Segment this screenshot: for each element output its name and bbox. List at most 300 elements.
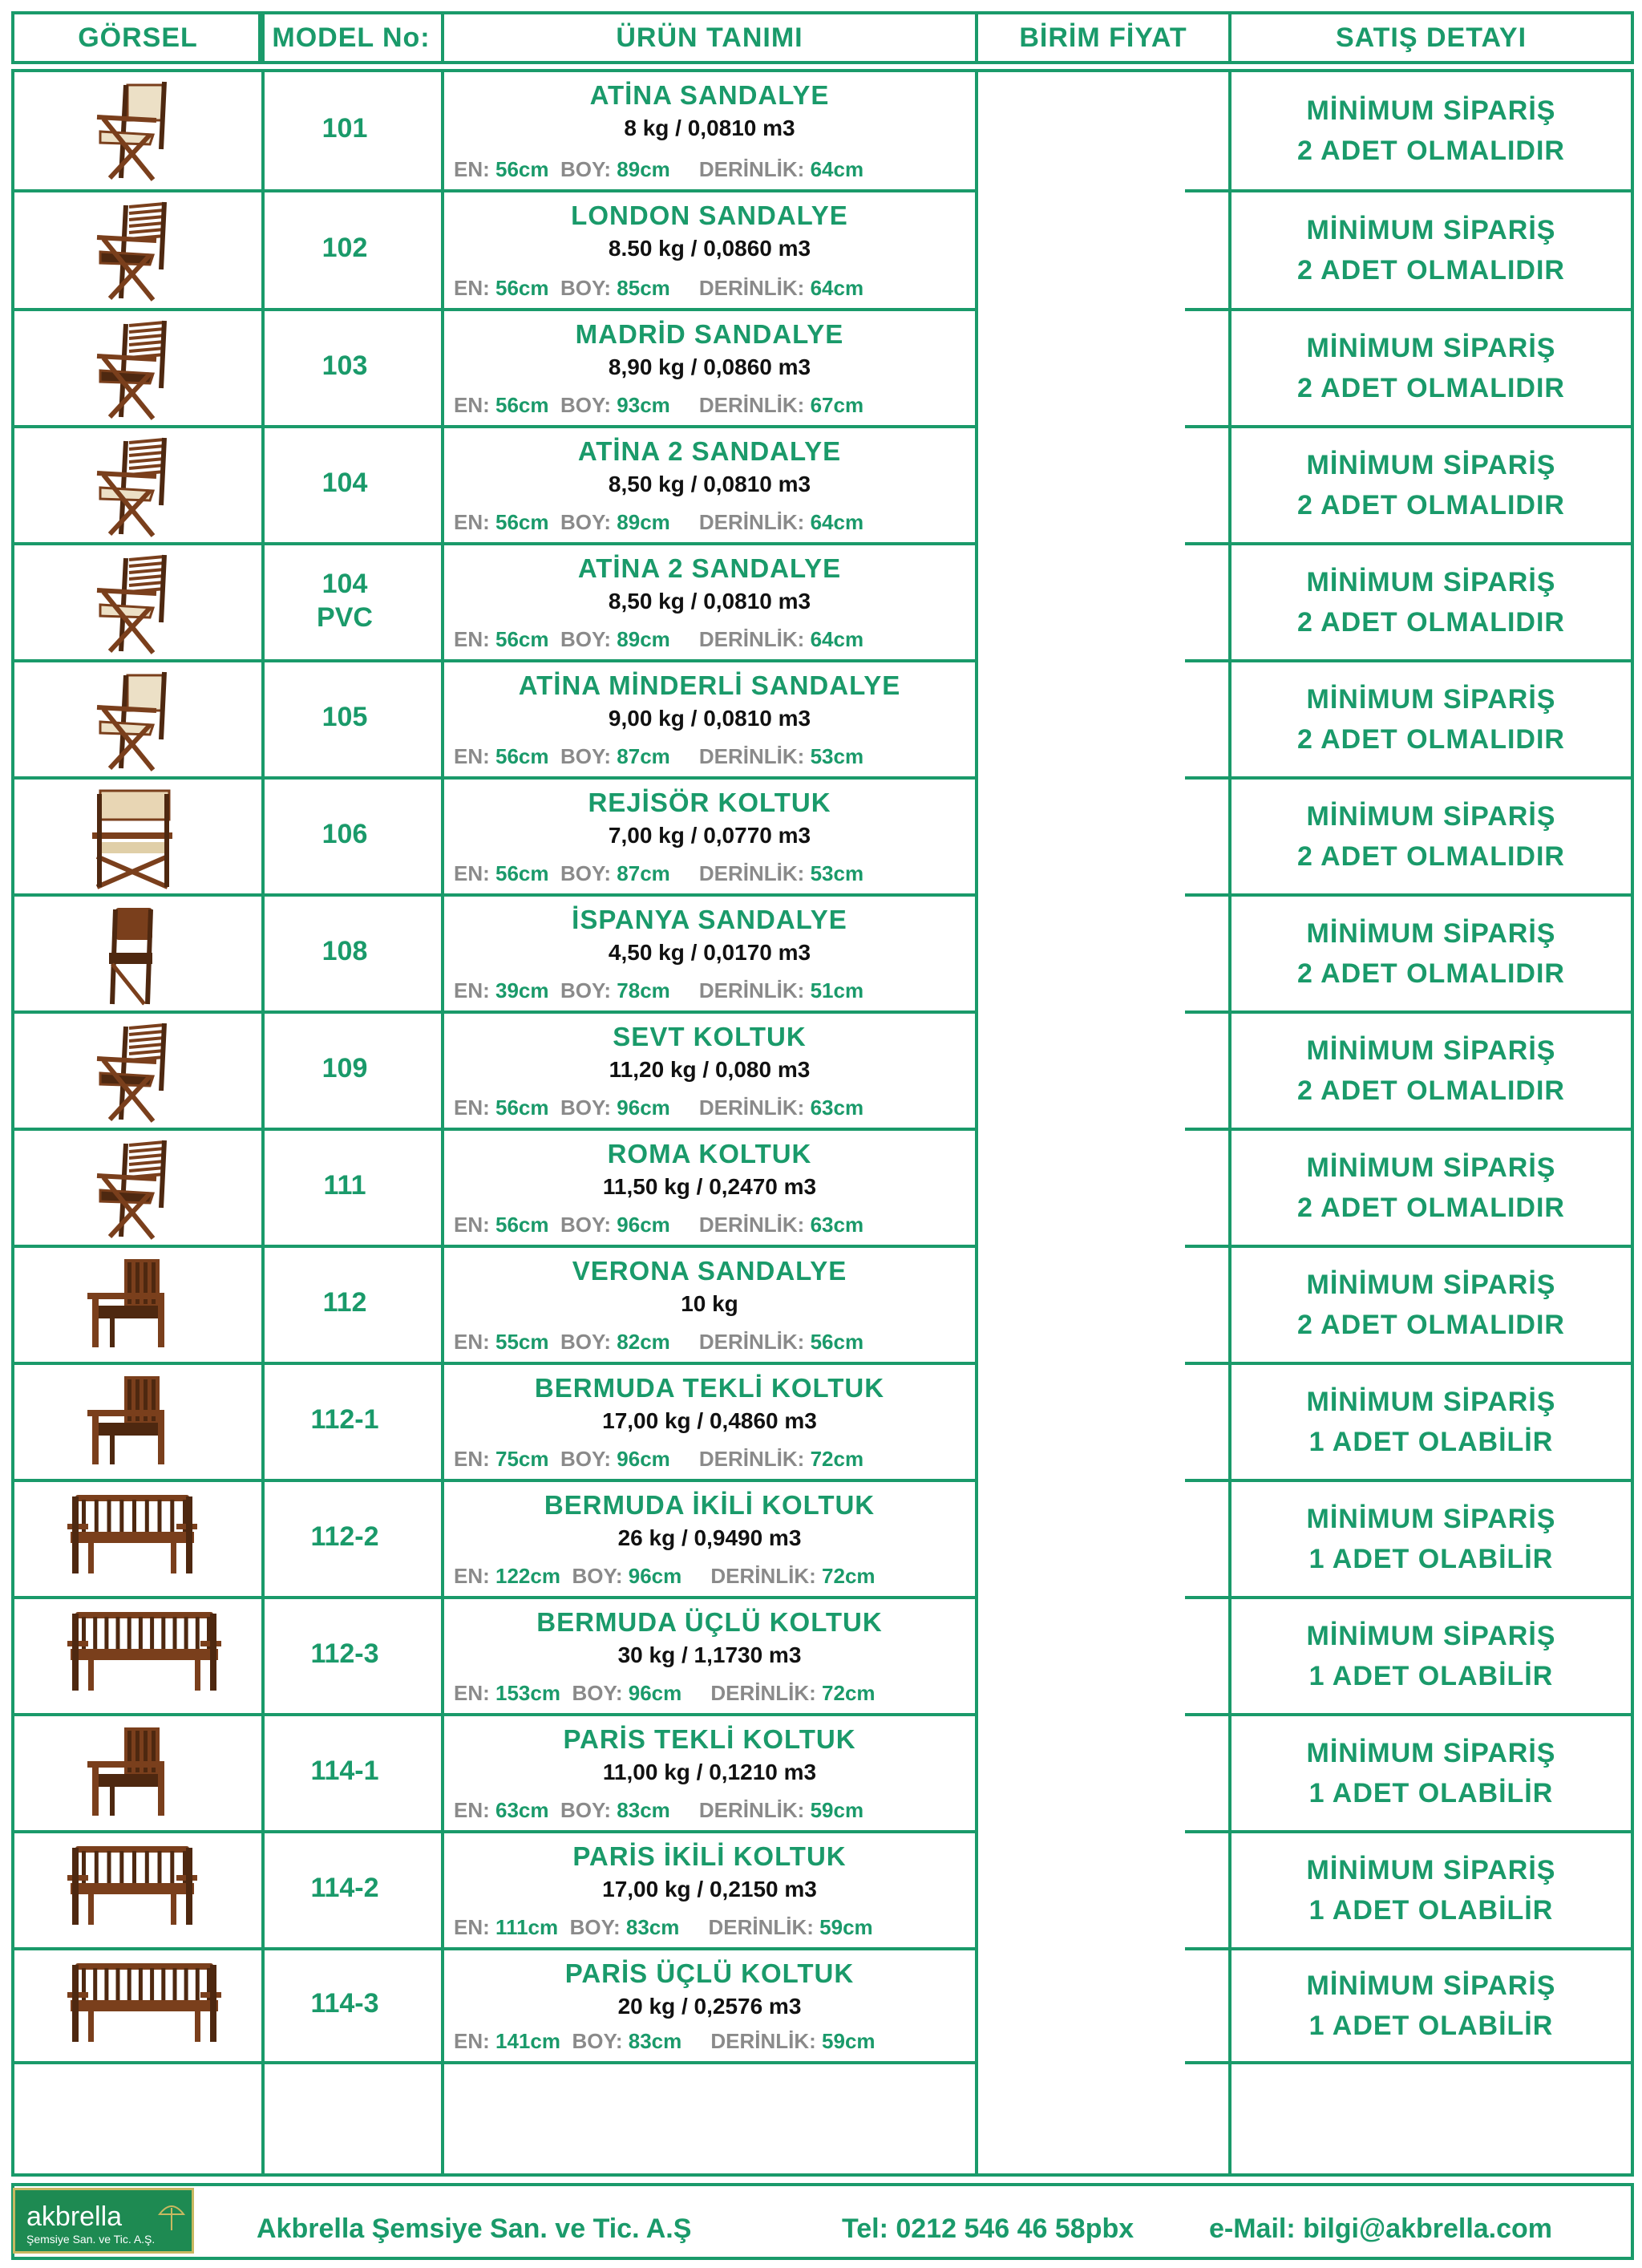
product-dimensions: [454, 1096, 983, 1120]
footer-phone: Tel: 0212 546 46 58pbx: [842, 2213, 1134, 2244]
model-number: [265, 700, 425, 734]
model-number-text: 112-3: [310, 1638, 379, 1669]
dim-width-label: EN:: [454, 1096, 490, 1120]
min-order-quantity: 1 ADET OLABİLİR: [1308, 1895, 1554, 1926]
dim-width-value: 141cm: [495, 2029, 560, 2053]
row-divider: [11, 1010, 978, 1014]
model-number: [265, 111, 425, 145]
product-weight-volume: 7,00 kg / 0,0770 m3: [608, 823, 811, 848]
model-number: [265, 1987, 425, 2020]
sale-details: [1231, 328, 1632, 408]
row-divider: [11, 893, 978, 897]
product-weight-volume: 17,00 kg / 0,4860 m3: [602, 1408, 817, 1433]
header-model: MODEL No:: [258, 11, 444, 64]
row-divider: [1185, 1596, 1634, 1599]
column-divider: [441, 69, 444, 2177]
product-weight-volume: 8,50 kg / 0,0810 m3: [608, 472, 811, 496]
row-divider: [11, 189, 978, 192]
product-name: BERMUDA İKİLİ KOLTUK: [544, 1490, 876, 1520]
dim-height-label: BOY:: [560, 510, 612, 534]
folding-chair-fabric-icon: [64, 79, 192, 187]
footer-email[interactable]: e-Mail: bilgi@akbrella.com: [1209, 2213, 1553, 2244]
footer-company: Akbrella Şemsiye San. ve Tic. A.Ş: [257, 2213, 692, 2244]
row-divider: [1185, 1713, 1634, 1716]
dim-height-label: BOY:: [560, 1096, 612, 1120]
dim-depth-label: DERİNLİK:: [698, 627, 805, 651]
folding-chair-icon: [64, 199, 192, 307]
bench-3-seat-icon: [64, 1606, 192, 1698]
dim-width-value: 56cm: [495, 1096, 549, 1120]
product-name: VERONA SANDALYE: [572, 1256, 847, 1286]
logo-subtext: Şemsiye San. ve Tic. A.Ş.: [26, 2233, 156, 2246]
sale-details: [1231, 210, 1632, 290]
dim-width-label: EN:: [454, 2029, 490, 2053]
sale-details: [1231, 1499, 1632, 1579]
product-name: ATİNA SANDALYE: [589, 80, 830, 110]
dim-width-value: 56cm: [495, 1213, 549, 1237]
sale-details: [1231, 679, 1632, 759]
table-row: [0, 1365, 1642, 1479]
min-order-quantity: 2 ADET OLMALIDIR: [1297, 373, 1565, 403]
min-order-quantity: 2 ADET OLMALIDIR: [1297, 1193, 1565, 1223]
product-dimensions: [454, 1213, 983, 1237]
dim-depth-label: DERİNLİK:: [710, 2029, 816, 2053]
model-number-text: 114-3: [310, 1988, 379, 2019]
table-row: [0, 1131, 1642, 1245]
product-name: ATİNA 2 SANDALYE: [577, 436, 842, 466]
dim-height-label: BOY:: [569, 1915, 621, 1939]
row-divider: [11, 542, 978, 545]
product-dimensions: [454, 1564, 983, 1589]
dim-depth-value: 72cm: [810, 1447, 864, 1471]
dim-depth-label: DERİNLİK:: [698, 861, 805, 885]
dim-width-label: EN:: [454, 276, 490, 300]
dim-height-value: 83cm: [628, 2029, 682, 2053]
product-dimensions: [454, 861, 983, 886]
sale-details: [1231, 445, 1632, 525]
model-number-text: 106: [322, 819, 368, 849]
dim-height-label: BOY:: [572, 2029, 623, 2053]
sale-details: [1231, 913, 1632, 994]
row-divider: [1185, 189, 1634, 192]
product-dimensions: [454, 1681, 983, 1706]
product-weight-volume: 11,00 kg / 0,1210 m3: [602, 1760, 817, 1784]
dim-height-value: 89cm: [617, 157, 670, 181]
model-number: [265, 1403, 425, 1436]
row-divider: [1185, 893, 1634, 897]
product-name: BERMUDA TEKLİ KOLTUK: [534, 1373, 885, 1403]
row-divider: [11, 1596, 978, 1599]
min-order-label: MİNİMUM SİPARİŞ: [1306, 567, 1556, 597]
product-weight-volume: 11,20 kg / 0,080 m3: [609, 1057, 811, 1082]
dim-width-label: EN:: [454, 627, 490, 651]
min-order-label: MİNİMUM SİPARİŞ: [1306, 1855, 1556, 1885]
header-unit-price: BİRİM FİYAT: [975, 11, 1232, 64]
dim-depth-label: DERİNLİK:: [698, 157, 805, 181]
dim-height-label: BOY:: [560, 1447, 612, 1471]
table-row: [0, 72, 1642, 189]
dim-width-value: 56cm: [495, 276, 549, 300]
folding-side-chair-icon: [64, 903, 192, 1011]
min-order-quantity: 1 ADET OLABİLİR: [1308, 1661, 1554, 1691]
sale-details: [1231, 1265, 1632, 1345]
row-divider: [1185, 1947, 1634, 1950]
min-order-quantity: 1 ADET OLABİLİR: [1308, 1544, 1554, 1574]
row-divider: [11, 1713, 978, 1716]
product-dimensions: [454, 393, 983, 418]
dim-depth-label: DERİNLİK:: [698, 1330, 805, 1354]
dim-height-value: 89cm: [617, 627, 670, 651]
dim-height-label: BOY:: [560, 393, 612, 417]
dim-depth-value: 59cm: [810, 1798, 864, 1822]
dim-depth-label: DERİNLİK:: [698, 744, 805, 768]
model-number: [265, 466, 425, 500]
min-order-quantity: 2 ADET OLMALIDIR: [1297, 1310, 1565, 1340]
armchair-icon: [64, 1723, 192, 1823]
product-dimensions: [454, 1915, 983, 1940]
model-number-text: 112-1: [310, 1404, 379, 1435]
folding-chair-icon: [64, 318, 192, 426]
dim-depth-value: 67cm: [810, 393, 864, 417]
dim-depth-label: DERİNLİK:: [708, 1915, 814, 1939]
dim-depth-value: 59cm: [819, 1915, 873, 1939]
dim-depth-label: DERİNLİK:: [710, 1564, 816, 1588]
dim-width-value: 56cm: [495, 510, 549, 534]
sale-details: [1231, 1382, 1632, 1462]
product-name: PARİS ÜÇLÜ KOLTUK: [564, 1958, 855, 1988]
product-name: ROMA KOLTUK: [607, 1139, 812, 1168]
dim-height-label: BOY:: [560, 276, 612, 300]
bench-3-seat-icon: [64, 1957, 192, 2049]
dim-depth-label: DERİNLİK:: [698, 393, 805, 417]
dim-height-value: 87cm: [617, 744, 670, 768]
model-number: [265, 1871, 425, 1905]
model-number: [265, 934, 425, 968]
armchair-icon: [64, 1371, 192, 1472]
model-number: [265, 1754, 425, 1788]
product-dimensions: [454, 627, 983, 652]
dim-depth-label: DERİNLİK:: [698, 510, 805, 534]
model-number-text: 103: [322, 350, 368, 381]
product-dimensions: [454, 1798, 983, 1823]
dim-height-value: 83cm: [625, 1915, 680, 1939]
table-row: [0, 1014, 1642, 1128]
table-row: [0, 311, 1642, 425]
table-row: [0, 192, 1642, 308]
model-number-text: 112: [322, 1287, 367, 1318]
min-order-quantity: 2 ADET OLMALIDIR: [1297, 136, 1565, 166]
product-dimensions: [454, 157, 983, 182]
folding-chair-fabric-icon: [64, 669, 192, 777]
umbrella-logo-icon: [15, 2190, 192, 2251]
min-order-quantity: 2 ADET OLMALIDIR: [1297, 490, 1565, 520]
sale-details: [1231, 91, 1632, 171]
model-number: [265, 817, 425, 851]
model-number-text: 108: [322, 936, 368, 966]
dim-width-label: EN:: [454, 1681, 490, 1705]
director-chair-icon: [64, 786, 192, 894]
min-order-quantity: 1 ADET OLABİLİR: [1308, 1778, 1554, 1808]
sale-details: [1231, 1031, 1632, 1111]
folding-chair-icon: [64, 1020, 192, 1128]
dim-height-value: 78cm: [617, 978, 670, 1002]
product-weight-volume: 9,00 kg / 0,0810 m3: [608, 706, 811, 731]
min-order-label: MİNİMUM SİPARİŞ: [1306, 1270, 1556, 1300]
table-row: [0, 428, 1642, 542]
logo-text: akbrella: [26, 2201, 123, 2232]
model-number: [265, 1637, 425, 1671]
sale-details: [1231, 1733, 1632, 1813]
dim-width-label: EN:: [454, 1447, 490, 1471]
dim-width-value: 75cm: [495, 1447, 549, 1471]
product-name: ATİNA MİNDERLİ SANDALYE: [518, 670, 901, 700]
product-weight-volume: 10 kg: [681, 1291, 738, 1316]
dim-depth-value: 53cm: [810, 861, 864, 885]
table-row: [0, 1950, 1642, 2061]
row-divider: [11, 1245, 978, 1248]
min-order-quantity: 1 ADET OLABİLİR: [1308, 2011, 1554, 2041]
model-number-text: 105: [322, 702, 368, 732]
product-dimensions: [454, 2029, 983, 2054]
min-order-quantity: 2 ADET OLMALIDIR: [1297, 1075, 1565, 1106]
armchair-icon: [64, 1254, 192, 1355]
model-number-text: 101: [322, 113, 368, 144]
dim-depth-value: 56cm: [810, 1330, 864, 1354]
column-divider: [1228, 69, 1232, 2177]
product-name: ATİNA 2 SANDALYE: [577, 553, 842, 583]
dim-width-value: 56cm: [495, 393, 549, 417]
model-number: [265, 1168, 425, 1202]
product-name: BERMUDA ÜÇLÜ KOLTUK: [536, 1607, 883, 1637]
dim-depth-value: 64cm: [810, 510, 864, 534]
min-order-quantity: 1 ADET OLABİLİR: [1308, 1427, 1554, 1457]
model-number-text: 112-2: [310, 1521, 379, 1552]
dim-depth-value: 72cm: [822, 1564, 876, 1588]
dim-height-label: BOY:: [572, 1681, 623, 1705]
dim-depth-value: 53cm: [810, 744, 864, 768]
min-order-quantity: 2 ADET OLMALIDIR: [1297, 607, 1565, 638]
product-weight-volume: 30 kg / 1,1730 m3: [617, 1642, 802, 1667]
product-weight-volume: 8.50 kg / 0,0860 m3: [608, 236, 811, 261]
table-row: [0, 1833, 1642, 1947]
dim-depth-value: 64cm: [810, 276, 864, 300]
product-weight-volume: 8 kg / 0,0810 m3: [624, 115, 795, 140]
dim-height-value: 96cm: [617, 1213, 670, 1237]
sale-details: [1231, 1148, 1632, 1228]
model-number-text: 109: [322, 1053, 368, 1083]
min-order-label: MİNİMUM SİPARİŞ: [1306, 1387, 1556, 1417]
dim-height-label: BOY:: [560, 978, 612, 1002]
header-image: GÖRSEL: [11, 11, 265, 64]
row-divider: [1185, 308, 1634, 311]
dim-depth-value: 63cm: [810, 1213, 864, 1237]
dim-width-value: 55cm: [495, 1330, 549, 1354]
dim-width-value: 56cm: [495, 744, 549, 768]
model-number-text: 104: [322, 468, 368, 498]
product-dimensions: [454, 1447, 983, 1472]
sale-details: [1231, 1616, 1632, 1696]
dim-width-label: EN:: [454, 1213, 490, 1237]
table-row: [0, 897, 1642, 1010]
dim-width-value: 39cm: [495, 978, 549, 1002]
dim-height-value: 96cm: [617, 1447, 670, 1471]
product-dimensions: [454, 978, 983, 1003]
row-divider: [11, 1128, 978, 1131]
product-weight-volume: 20 kg / 0,2576 m3: [617, 1994, 802, 2019]
row-divider: [1185, 542, 1634, 545]
dim-height-label: BOY:: [560, 627, 612, 651]
dim-width-value: 56cm: [495, 861, 549, 885]
sale-details: [1231, 1966, 1632, 2046]
dim-width-value: 153cm: [495, 1681, 560, 1705]
product-name: MADRİD SANDALYE: [575, 319, 844, 349]
row-divider: [1185, 659, 1634, 662]
product-weight-volume: 8,50 kg / 0,0810 m3: [608, 589, 811, 614]
dim-width-value: 56cm: [495, 627, 549, 651]
model-number-text: 114-1: [310, 1756, 379, 1786]
dim-depth-value: 59cm: [822, 2029, 876, 2053]
product-dimensions: [454, 510, 983, 535]
product-dimensions: [454, 744, 983, 769]
dim-width-value: 111cm: [495, 1915, 559, 1939]
dim-depth-label: DERİNLİK:: [698, 1798, 805, 1822]
row-divider: [1185, 1479, 1634, 1482]
product-weight-volume: 11,50 kg / 0,2470 m3: [602, 1174, 817, 1199]
min-order-label: MİNİMUM SİPARİŞ: [1306, 801, 1556, 832]
dim-width-label: EN:: [454, 744, 490, 768]
dim-height-value: 82cm: [617, 1330, 670, 1354]
dim-width-value: 122cm: [495, 1564, 560, 1588]
dim-height-value: 83cm: [617, 1798, 670, 1822]
dim-height-label: BOY:: [560, 1213, 612, 1237]
product-dimensions: [454, 1330, 983, 1355]
bench-2-seat-icon: [64, 1840, 192, 1932]
row-divider: [11, 659, 978, 662]
min-order-label: MİNİMUM SİPARİŞ: [1306, 1970, 1556, 2001]
dim-width-label: EN:: [454, 1564, 490, 1588]
model-number-text: 114-2: [310, 1873, 379, 1903]
sale-details: [1231, 796, 1632, 877]
row-divider: [1185, 2061, 1634, 2064]
dim-width-value: 63cm: [495, 1798, 549, 1822]
row-divider: [11, 308, 978, 311]
folding-chair-icon: [64, 1137, 192, 1245]
model-number-text: 104: [322, 569, 368, 599]
model-number: [265, 231, 425, 265]
header-description: ÜRÜN TANIMI: [441, 11, 978, 64]
table-row: [0, 1716, 1642, 1830]
dim-depth-value: 64cm: [810, 157, 864, 181]
dim-depth-value: 63cm: [810, 1096, 864, 1120]
model-number: [265, 1520, 425, 1553]
product-weight-volume: 26 kg / 0,9490 m3: [617, 1525, 802, 1550]
product-name: PARİS TEKLİ KOLTUK: [563, 1724, 856, 1754]
dim-height-label: BOY:: [572, 1564, 623, 1588]
column-divider: [261, 69, 265, 2177]
row-divider: [11, 776, 978, 780]
min-order-label: MİNİMUM SİPARİŞ: [1306, 1738, 1556, 1768]
product-name: İSPANYA SANDALYE: [572, 905, 847, 934]
product-name: REJİSÖR KOLTUK: [588, 788, 831, 817]
akbrella-logo: [13, 2188, 194, 2254]
sale-details: [1231, 1850, 1632, 1930]
dim-height-value: 93cm: [617, 393, 670, 417]
min-order-label: MİNİMUM SİPARİŞ: [1306, 450, 1556, 480]
row-divider: [11, 425, 978, 428]
dim-height-label: BOY:: [560, 1798, 612, 1822]
dim-width-label: EN:: [454, 861, 490, 885]
min-order-label: MİNİMUM SİPARİŞ: [1306, 684, 1556, 715]
dim-height-value: 96cm: [628, 1681, 682, 1705]
row-divider: [11, 1362, 978, 1365]
dim-width-label: EN:: [454, 1798, 490, 1822]
product-dimensions: [454, 276, 983, 301]
model-number: [265, 349, 425, 383]
dim-width-label: EN:: [454, 1915, 490, 1939]
min-order-quantity: 2 ADET OLMALIDIR: [1297, 255, 1565, 286]
model-number-text: 111: [323, 1170, 366, 1201]
dim-depth-value: 51cm: [810, 978, 864, 1002]
dim-width-label: EN:: [454, 393, 490, 417]
table-row: [0, 545, 1642, 659]
dim-height-value: 89cm: [617, 510, 670, 534]
product-name: SEVT KOLTUK: [613, 1022, 807, 1051]
table-row: [0, 1248, 1642, 1362]
product-weight-volume: 17,00 kg / 0,2150 m3: [602, 1877, 817, 1901]
dim-width-value: 56cm: [495, 157, 549, 181]
product-weight-volume: 8,90 kg / 0,0860 m3: [608, 354, 811, 379]
row-divider: [1185, 1245, 1634, 1248]
model-number: [265, 567, 425, 634]
min-order-label: MİNİMUM SİPARİŞ: [1306, 95, 1556, 126]
model-variant-text: PVC: [317, 602, 373, 633]
dim-depth-label: DERİNLİK:: [698, 978, 805, 1002]
row-divider: [1185, 1830, 1634, 1833]
table-row: [0, 1599, 1642, 1713]
min-order-quantity: 2 ADET OLMALIDIR: [1297, 724, 1565, 755]
min-order-label: MİNİMUM SİPARİŞ: [1306, 1621, 1556, 1651]
min-order-label: MİNİMUM SİPARİŞ: [1306, 1035, 1556, 1066]
product-name: PARİS İKİLİ KOLTUK: [572, 1841, 847, 1871]
dim-height-label: BOY:: [560, 157, 612, 181]
column-divider: [975, 69, 978, 2177]
row-divider: [11, 2061, 978, 2064]
dim-height-value: 96cm: [628, 1564, 682, 1588]
dim-height-label: BOY:: [560, 861, 612, 885]
dim-depth-label: DERİNLİK:: [698, 1447, 805, 1471]
dim-height-label: BOY:: [560, 744, 612, 768]
table-row: [0, 780, 1642, 893]
model-number: [265, 1286, 425, 1319]
min-order-quantity: 2 ADET OLMALIDIR: [1297, 958, 1565, 989]
table-row: [0, 1482, 1642, 1596]
row-divider: [11, 1479, 978, 1482]
dim-depth-label: DERİNLİK:: [710, 1681, 816, 1705]
row-divider: [1185, 1362, 1634, 1365]
dim-width-label: EN:: [454, 157, 490, 181]
min-order-label: MİNİMUM SİPARİŞ: [1306, 215, 1556, 245]
folding-chair-cushion-icon: [64, 552, 192, 660]
dim-width-label: EN:: [454, 1330, 490, 1354]
min-order-label: MİNİMUM SİPARİŞ: [1306, 1504, 1556, 1534]
dim-height-label: BOY:: [560, 1330, 612, 1354]
bench-2-seat-icon: [64, 1488, 192, 1581]
min-order-label: MİNİMUM SİPARİŞ: [1306, 333, 1556, 363]
row-divider: [11, 1947, 978, 1950]
row-divider: [1185, 776, 1634, 780]
table-row: [0, 662, 1642, 776]
row-divider: [11, 1830, 978, 1833]
